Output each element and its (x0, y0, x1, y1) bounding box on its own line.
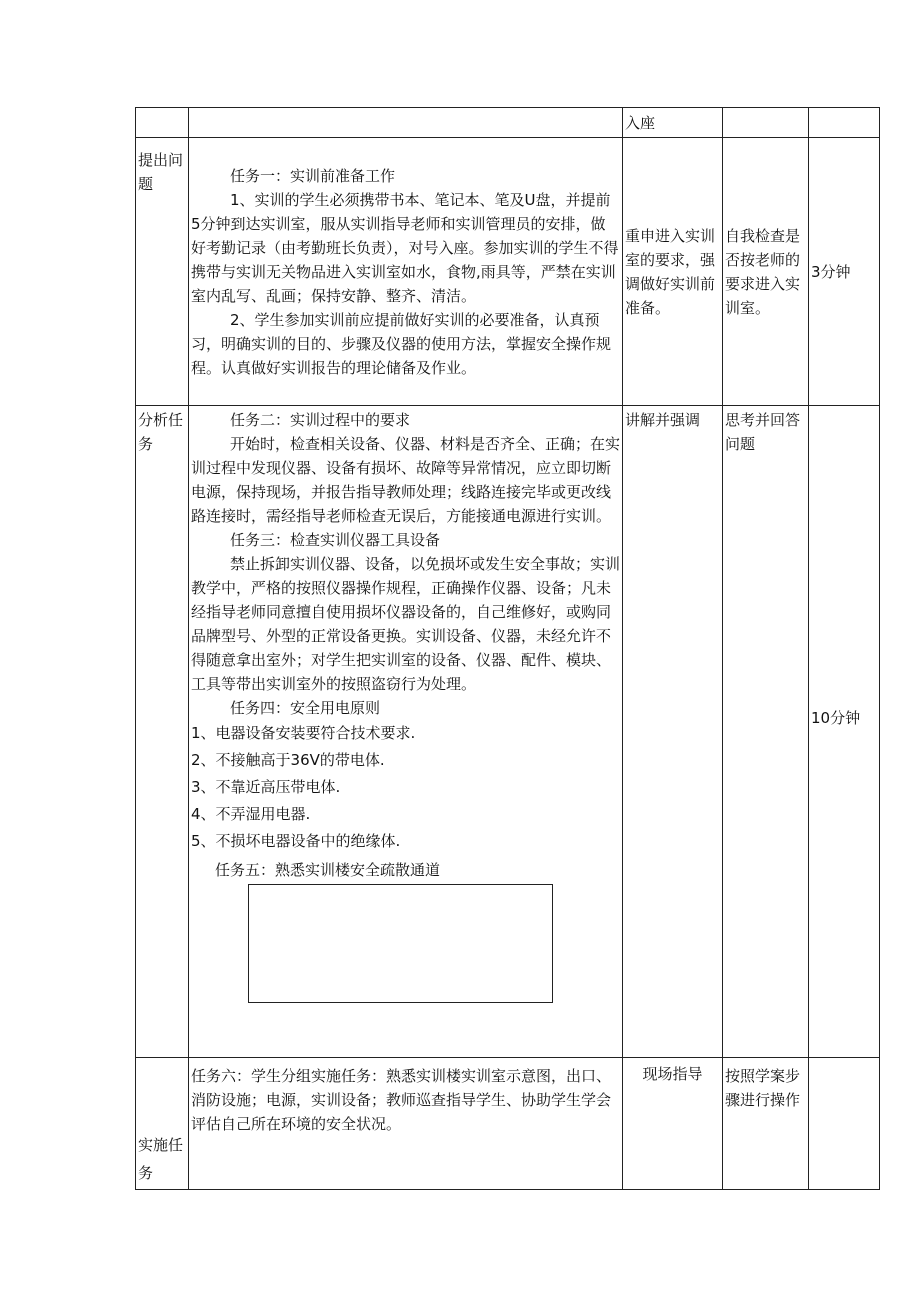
task2-body: 开始时，检查相关设备、仪器、材料是否齐全、正确；在实训过程中发现仪器、设备有损坏、故障等异常情况，应立即切断电源，保持现场，并报告指导教师处理；线路连接完毕或更改线路连接时，需经指导老师检查无误后，方能接通电源进行实训。 (191, 435, 621, 525)
stage-label: 实施任务 (138, 1136, 184, 1182)
stage-label: 提出问题 (138, 151, 184, 193)
student-text: 按照学案步骤进行操作 (725, 1067, 801, 1109)
list-item: 1、电器设备安装要符合技术要求. (191, 724, 416, 742)
stage-cell (136, 108, 189, 138)
content-cell (189, 406, 623, 1058)
time-cell (809, 138, 880, 406)
task5-title: 任务五：熟悉实训楼安全疏散通道 (215, 861, 441, 879)
list-item: 2、不接触高于36V的带电体. (191, 751, 385, 769)
stage-label: 分析任务 (138, 411, 184, 453)
student-text: 思考并回答问题 (725, 411, 801, 453)
stage-cell (136, 1058, 189, 1190)
task2-title: 任务二：实训过程中的要求 (230, 411, 411, 429)
time-cell (809, 406, 880, 1058)
task3-title: 任务三：检查实训仪器工具设备 (230, 531, 441, 549)
table-row-continuation (136, 108, 880, 138)
task4-title: 任务四：安全用电原则 (230, 699, 381, 717)
table-row-analysis (136, 406, 880, 1058)
student-cell (723, 138, 809, 406)
time-text: 3分钟 (811, 262, 851, 281)
teacher-cell (623, 138, 723, 406)
teacher-cell (623, 108, 723, 138)
teacher-cell (623, 1058, 723, 1190)
student-text: 自我检查是否按老师的要求进入实训室。 (725, 226, 801, 317)
time-cell (809, 108, 880, 138)
stage-cell (136, 406, 189, 1058)
task1-paragraph-1: 1、实训的学生必须携带书本、笔记本、笔及U盘，并提前5分钟到达实训室，服从实训指导老师和实训管理员的安排，做好考勤记录（由考勤班长负责），对号入座。参加实训的学生不得携带与实训无关物品进入实训室如水，食物,雨具等，严禁在实训室内乱写、乱画；保持安静、整齐、清洁。 (191, 191, 619, 305)
teacher-text: 重申进入实训室的要求，强调做好实训前准备。 (625, 226, 716, 317)
list-item: 3、不靠近高压带电体. (191, 778, 341, 796)
stage-cell (136, 138, 189, 406)
task1-title: 任务一：实训前准备工作 (230, 167, 396, 185)
table-row-problem (136, 138, 880, 406)
lesson-plan-table (135, 107, 880, 1190)
task1-paragraph-2: 2、学生参加实训前应提前做好实训的必要准备，认真预习，明确实训的目的、步骤及仪器的使用方法，掌握安全操作规程。认真做好实训报告的理论储备及作业。 (191, 311, 612, 377)
time-text: 10分钟 (811, 708, 861, 727)
student-cell (723, 1058, 809, 1190)
content-cell (189, 1058, 623, 1190)
table-row-implement (136, 1058, 880, 1190)
task6-text: 任务六：学生分组实施任务：熟悉实训楼实训室示意图，出口、消防设施；电源，实训设备；教师巡查指导学生、协助学生学会评估自己所在环境的安全状况。 (191, 1067, 612, 1133)
list-item: 4、不弄湿用电器. (191, 805, 311, 823)
content-cell (189, 138, 623, 406)
task4-list (191, 720, 620, 855)
teacher-text: 讲解并强调 (625, 411, 701, 429)
task3-body: 禁止拆卸实训仪器、设备，以免损坏或发生安全事故；实训教学中，严格的按照仪器操作规程，正确操作仪器、设备；凡未经指导老师同意擅自使用损坏仪器设备的，自己维修好，或购同品牌型号、外型的正常设备更换。实训设备、仪器，未经允许不得随意拿出室外；对学生把实训室的设备、仪器、配件、模块、工具等带出实训室外的按照盗窃行为处理。 (191, 555, 621, 693)
content-cell (189, 108, 623, 138)
student-cell (723, 406, 809, 1058)
student-cell (723, 108, 809, 138)
evacuation-diagram-placeholder (248, 884, 553, 1003)
teacher-text: 现场指导 (642, 1065, 703, 1083)
teacher-text: 入座 (625, 114, 656, 132)
teacher-cell (623, 406, 723, 1058)
time-cell (809, 1058, 880, 1190)
list-item: 5、不损坏电器设备中的绝缘体. (191, 832, 401, 850)
